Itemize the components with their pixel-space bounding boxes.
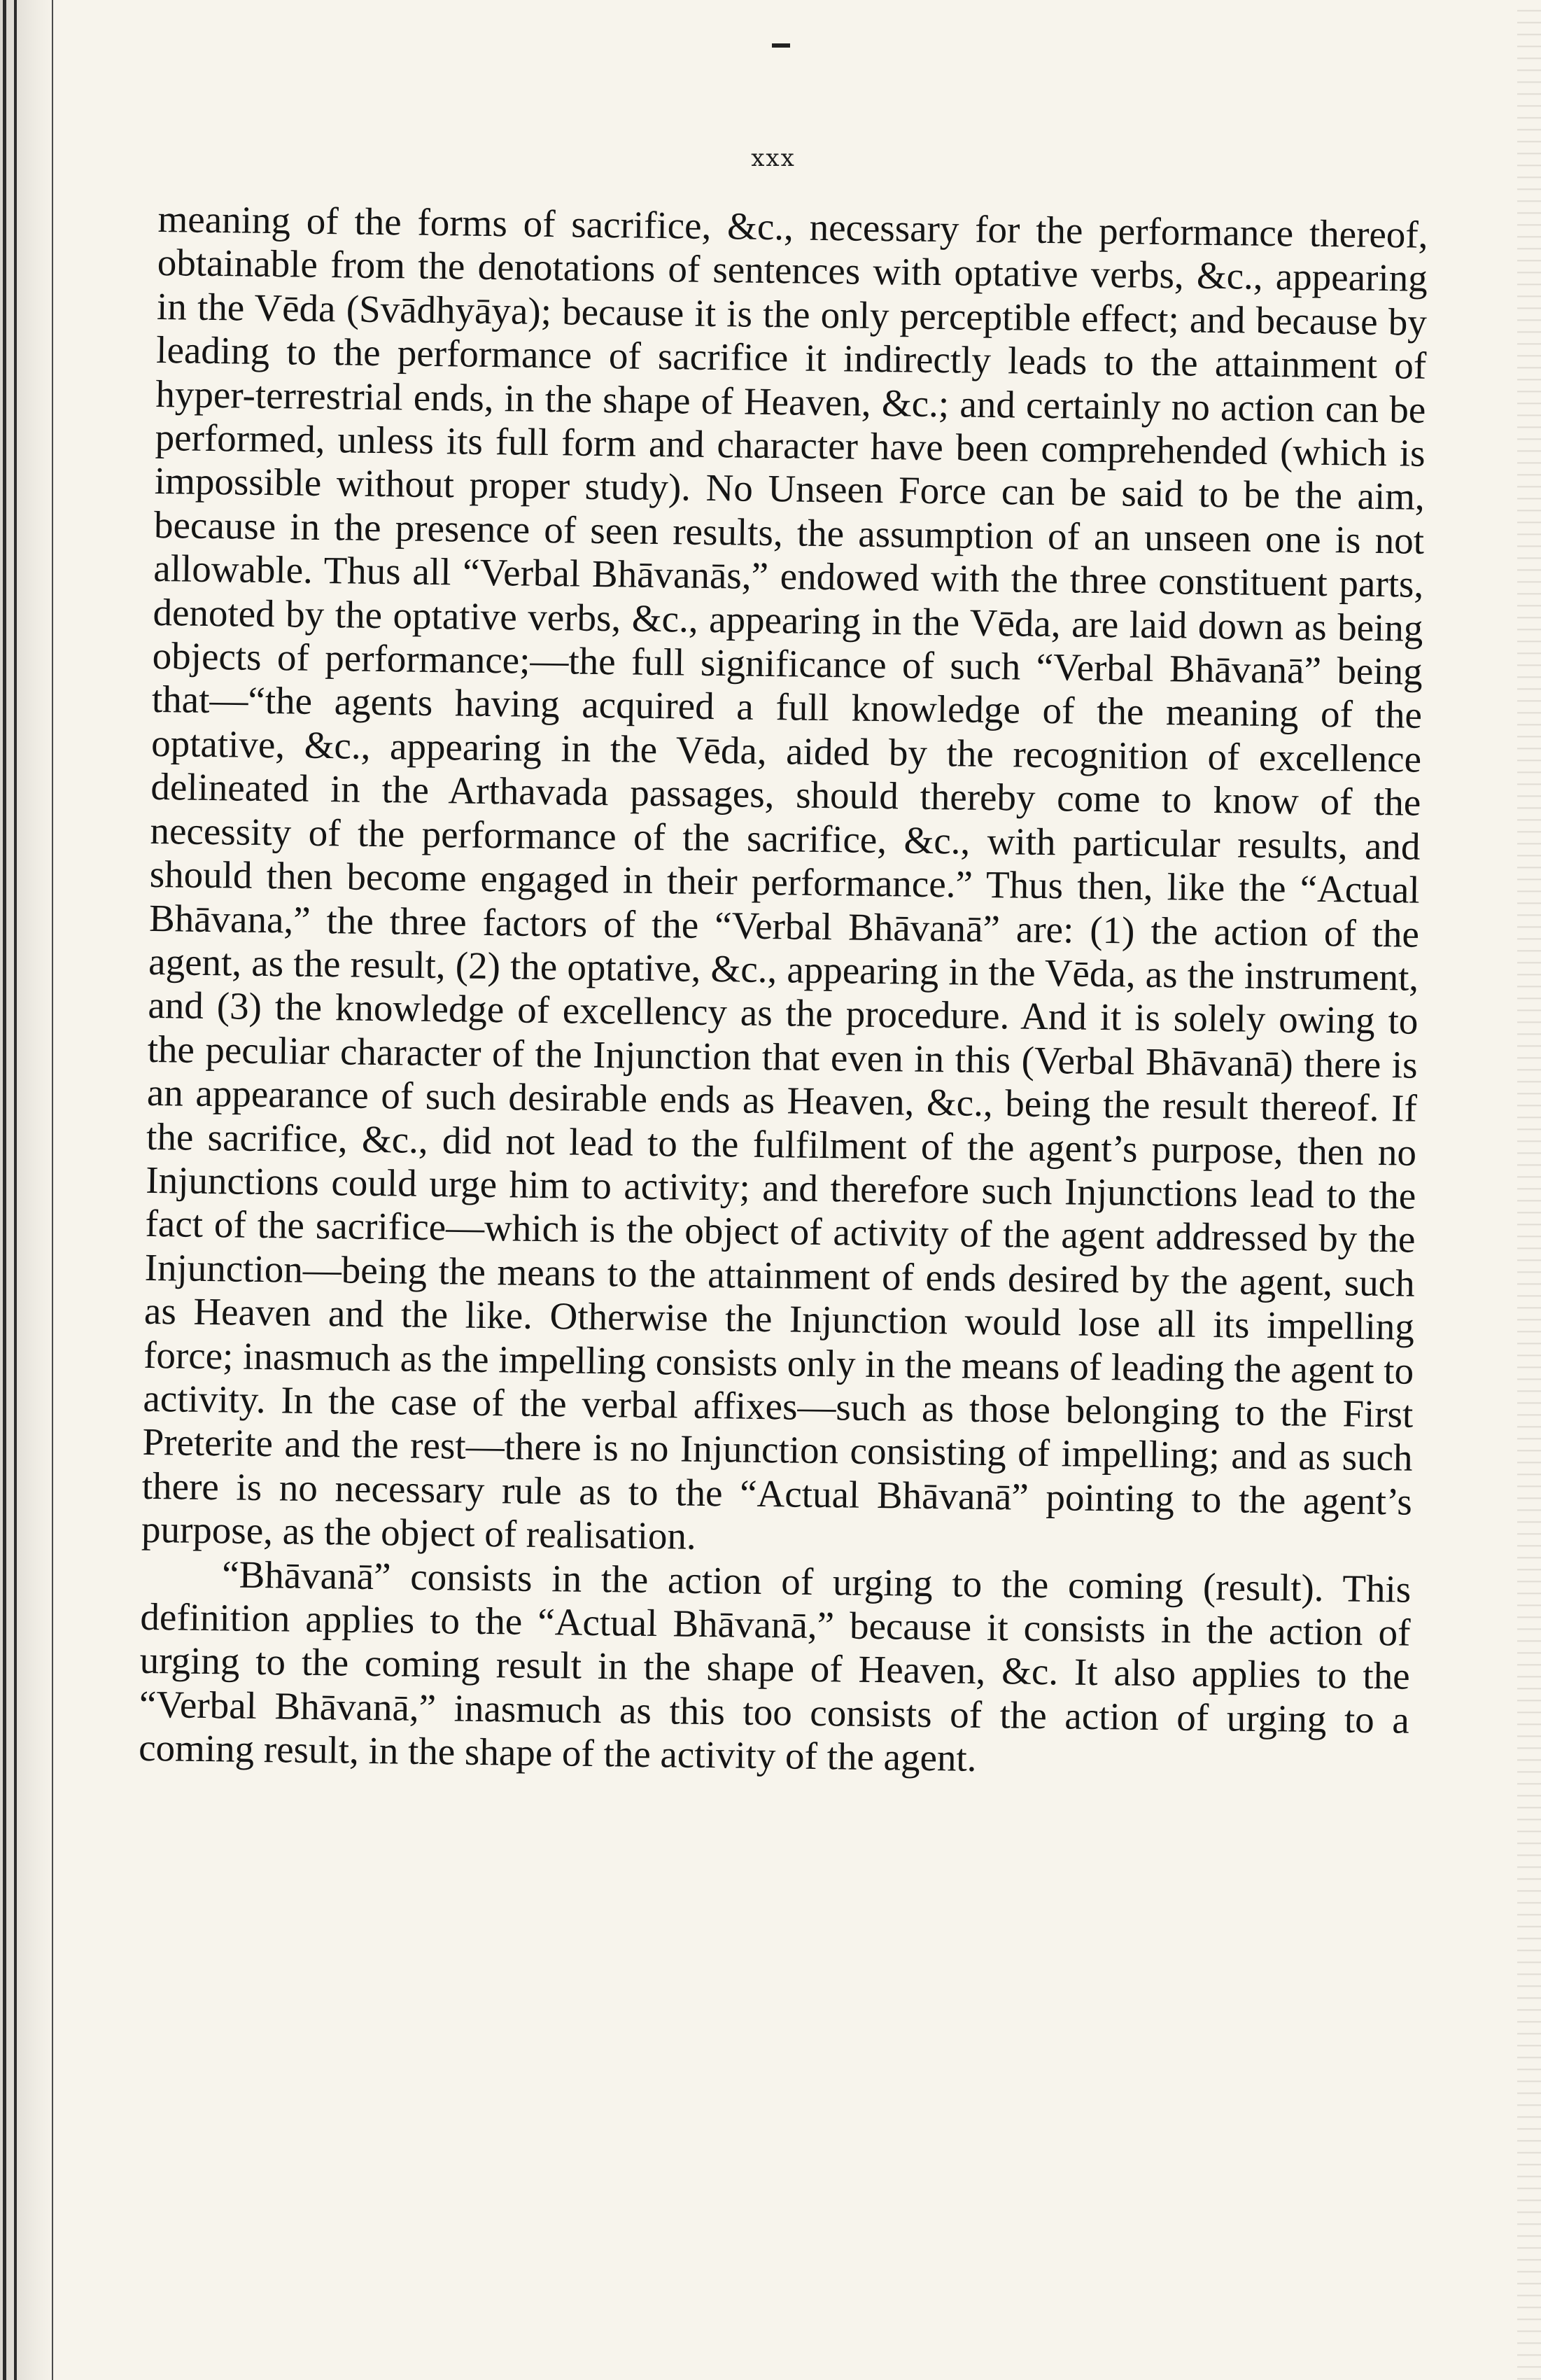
page-number: xxx xyxy=(751,144,796,172)
binding-line xyxy=(52,0,53,2380)
body-text xyxy=(139,197,1428,1786)
binding-line xyxy=(14,0,17,2380)
paragraph: meaning of the forms of sacrifice, &c., necessary for the performance thereof, obtainable from the denotations of sentences with optative verbs, &c., appearing in the Vēda (Svādhyāya); because it is the only perceptible effect; and because by leading to the performance of sacrifice it indirectly leads to the attainment of hyper-terrestrial ends, in the shape of Heaven, &c.; and certainly no action can be performed, unless its full form and character have been comprehended (which is impossible without proper study). No Unseen Force can be said to be the aim, because in the presence of seen results, the assumption of an unseen one is not allowable. Thus all “Verbal Bhāvanās,” endowed with the three constituent parts, denoted by the optative verbs, &c., appearing in the Vēda, are laid down as being objects of performance;—the full significance of such “Verbal Bhāvanā” being that—“the agents having acquired a full knowledge of the meaning of the optative, &c., appearing in the Vēda, aided by the recognition of excellence delineated in the Arthavada passages, should thereby come to know of the necessity of the performance of the sacrifice, &c., with particular results, and should then become engaged in their performance.” Thus then, like the “Actual Bhāvana,” the three factors of the “Verbal Bhāvanā” are: (1) the action of the agent, as the result, (2) the optative, &c., appearing in the Vēda, as the instrument, and (3) the knowledge of excellency as the procedure. And it is solely owing to the peculiar character of the Injunction that even in this (Verbal Bhāvanā) there is an appearance of such desirable ends as Heaven, &c., being the result thereof. If the sacrifice, &c., did not lead to the fulfilment of the agent’s purpose, then no Injunctions could urge him to activity; and therefore such Injunctions lead to the fact of the sacrifice—which is the object of activity of the agent addressed by the Injunction—being the means to the attainment of ends desired by the agent, such as Heaven and the like. Otherwise the Injunction would lose all its impelling force; inasmuch as the impelling consists only in the means of leading the agent to activity. In the case of the verbal affixes—such as those belonging to the First Preterite and the rest—there is no Injunction consisting of impelling; and as such there is no necessary rule as to the “Actual Bhāvanā” pointing to the agent’s purpose, as the object of realisation. xyxy=(141,197,1428,1558)
page-edge-speckle xyxy=(1517,0,1541,2380)
ink-mark xyxy=(772,43,790,48)
page-binding-shadow xyxy=(0,0,56,2380)
paragraph: “Bhāvanā” consists in the action of urging to the coming (result). This definition applies to the “Actual Bhāvanā,” because it consists in the action of urging to the coming result in the shape of Heaven, &c. It also applies to the “Verbal Bhāvanā,” inasmuch as this too consists of the action of urging to a coming result, in the shape of the activity of the agent. xyxy=(138,1552,1412,1780)
binding-line xyxy=(3,0,6,2380)
